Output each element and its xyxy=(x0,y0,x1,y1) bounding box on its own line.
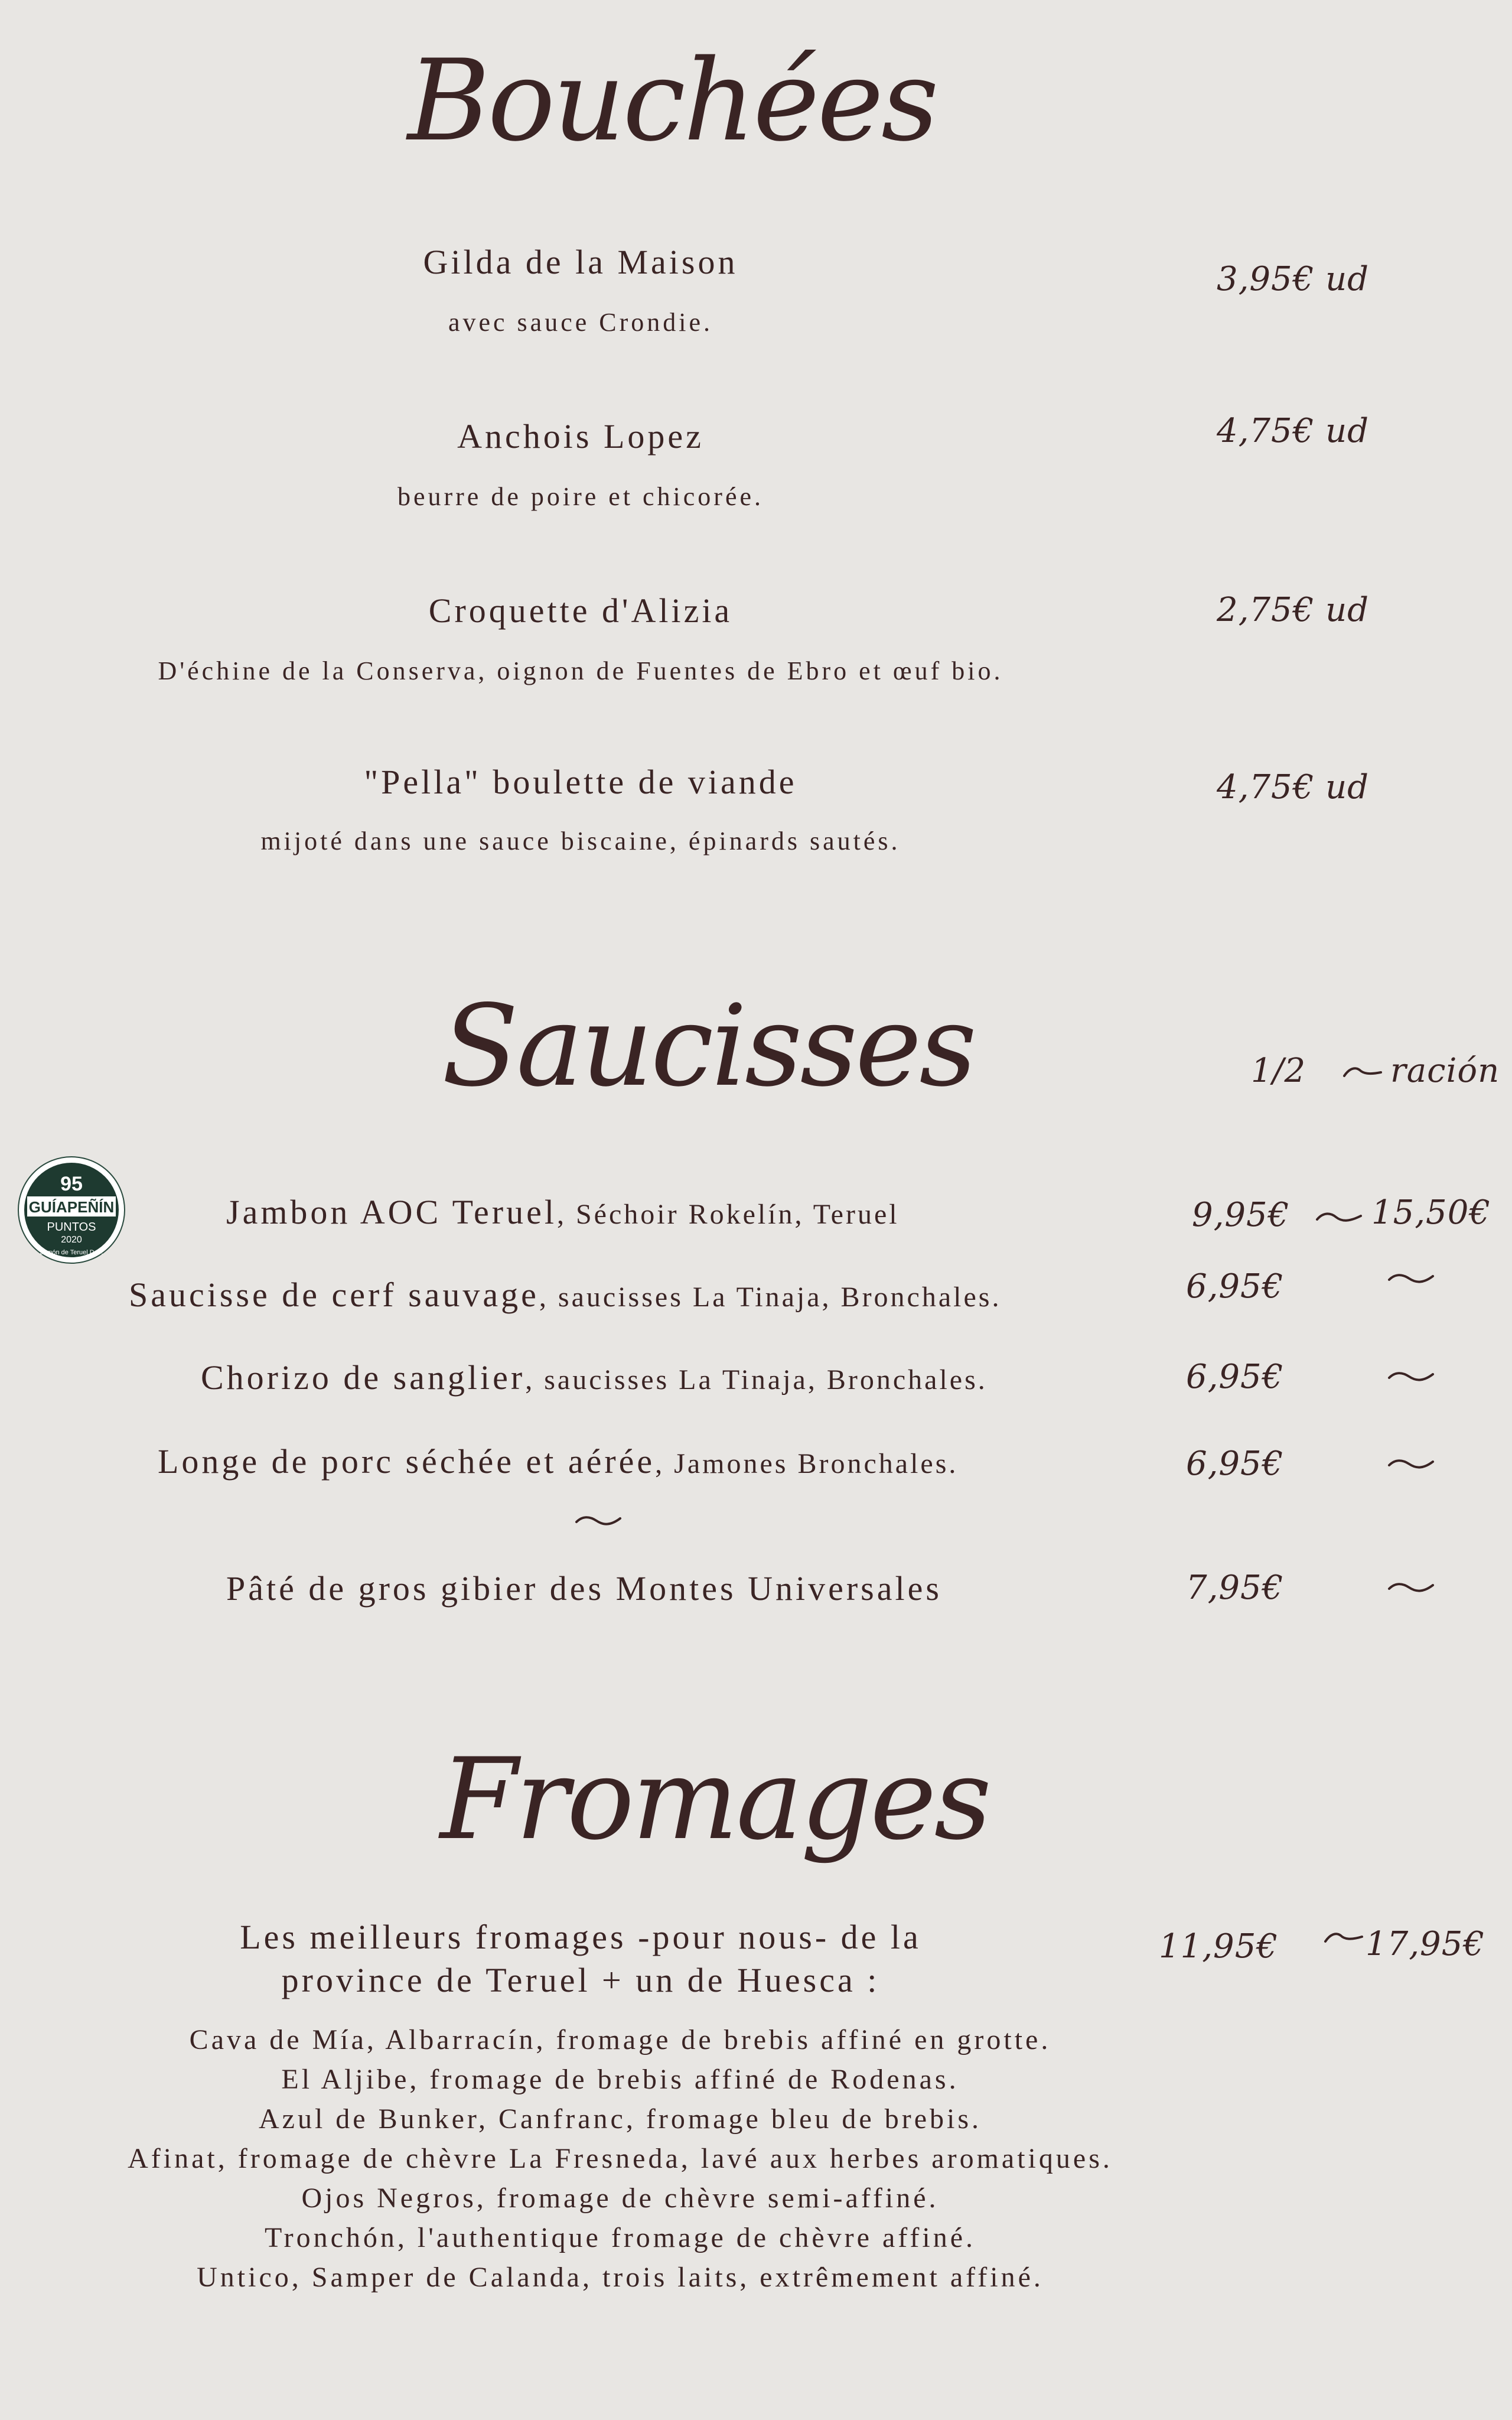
item-price-pella: 4,75€ ud xyxy=(1217,768,1370,806)
item-price-anchois: 4,75€ ud xyxy=(1217,412,1370,450)
item-half-pate: 7,95€ xyxy=(1186,1569,1284,1607)
table-row xyxy=(129,1275,1074,1315)
item-half-cerf: 6,95€ xyxy=(1186,1267,1284,1306)
item-name-anchois: Anchois Lopez xyxy=(457,417,704,456)
item-price-gilda: 3,95€ ud xyxy=(1217,260,1370,298)
item-name-pella: "Pella" boulette de viande xyxy=(364,763,797,801)
cheese-line: Azul de Bunker, Canfranc, fromage bleu de brebis. xyxy=(258,2103,982,2135)
item-desc-anchois: beurre de poire et chicorée. xyxy=(397,482,764,511)
item-desc-pella: mijoté dans une sauce biscaine, épinards sautés. xyxy=(260,827,901,856)
section-title-fromages: Fromages xyxy=(440,1734,990,1865)
table-row xyxy=(201,1358,1087,1397)
fromages-racion-price: 17,95€ xyxy=(1366,1925,1485,1963)
item-half-longe: 6,95€ xyxy=(1186,1445,1284,1483)
item-desc-croquette: D'échine de la Conserva, oignon de Fuentes de Ebro et œuf bio. xyxy=(158,656,1003,685)
item-name-chorizo: Chorizo de sanglier xyxy=(201,1358,526,1397)
col-header-half: 1/2 xyxy=(1251,1052,1306,1090)
cheese-line: Ojos Negros, fromage de chèvre semi-affiné. xyxy=(301,2182,939,2214)
item-half-jambon: 9,95€ xyxy=(1192,1196,1290,1234)
item-name-cerf: Saucisse de cerf sauvage xyxy=(129,1276,539,1314)
item-detail-jambon: , Séchoir Rokelín, Teruel xyxy=(556,1199,900,1230)
ration-flourish-icon xyxy=(1315,1210,1363,1224)
badge-score: 95 xyxy=(60,1173,83,1195)
badge-puntos: PUNTOS xyxy=(47,1221,96,1234)
cheese-line: Tronchón, l'authentique fromage de chèvre affiné. xyxy=(265,2222,976,2253)
ration-flourish-icon xyxy=(1342,1061,1383,1084)
item-price-croquette: 2,75€ ud xyxy=(1217,591,1370,629)
item-desc-gilda: avec sauce Crondie. xyxy=(448,308,713,337)
table-row xyxy=(226,1192,994,1232)
badge-ring-text: Jamón de Teruel D.O. xyxy=(40,1249,103,1256)
badge-year: 2020 xyxy=(61,1235,82,1245)
col-header-racion: ración xyxy=(1390,1052,1500,1090)
table-row xyxy=(226,1569,994,1608)
ration-flourish-icon xyxy=(1323,1927,1364,1949)
guia-penin-badge xyxy=(17,1155,126,1265)
item-name-jambon: Jambon AOC Teruel xyxy=(226,1193,557,1231)
item-name-croquette: Croquette d'Alizia xyxy=(428,591,733,630)
table-row xyxy=(158,1442,1103,1481)
section-title-saucisses: Saucisses xyxy=(442,981,975,1111)
tilde-icon xyxy=(1387,1457,1435,1471)
tilde-divider-icon xyxy=(574,1514,623,1528)
tilde-icon xyxy=(1387,1370,1435,1384)
fromages-half-price: 11,95€ xyxy=(1159,1927,1278,1966)
item-name-longe: Longe de porc séchée et aérée xyxy=(158,1442,656,1481)
cheese-line: Afinat, fromage de chèvre La Fresneda, lavé aux herbes aromatiques. xyxy=(128,2143,1113,2174)
cheese-line: El Aljibe, fromage de brebis affiné de Rodenas. xyxy=(281,2064,959,2095)
tilde-icon xyxy=(1387,1271,1435,1286)
cheese-line: Cava de Mía, Albarracín, fromage de brebis affiné en grotte. xyxy=(189,2024,1051,2055)
fromages-heading-line2: province de Teruel + un de Huesca : xyxy=(281,1961,880,1999)
badge-brand: GUÍAPEÑÍN xyxy=(28,1198,115,1216)
item-half-chorizo: 6,95€ xyxy=(1186,1358,1284,1396)
section-title-bouchees: Bouchées xyxy=(408,35,937,166)
item-detail-chorizo: , saucisses La Tinaja, Bronchales. xyxy=(525,1364,988,1396)
item-detail-cerf: , saucisses La Tinaja, Bronchales. xyxy=(539,1281,1002,1313)
fromages-heading-line1: Les meilleurs fromages -pour nous- de la xyxy=(240,1918,921,1956)
cheese-line: Untico, Samper de Calanda, trois laits, extrêmement affiné. xyxy=(197,2262,1044,2293)
item-name-gilda: Gilda de la Maison xyxy=(423,243,738,281)
item-racion-jambon: 15,50€ xyxy=(1371,1193,1491,1232)
item-name-pate: Pâté de gros gibier des Montes Universales xyxy=(226,1569,942,1608)
item-detail-longe: , Jamones Bronchales. xyxy=(655,1448,959,1479)
tilde-icon xyxy=(1387,1580,1435,1595)
